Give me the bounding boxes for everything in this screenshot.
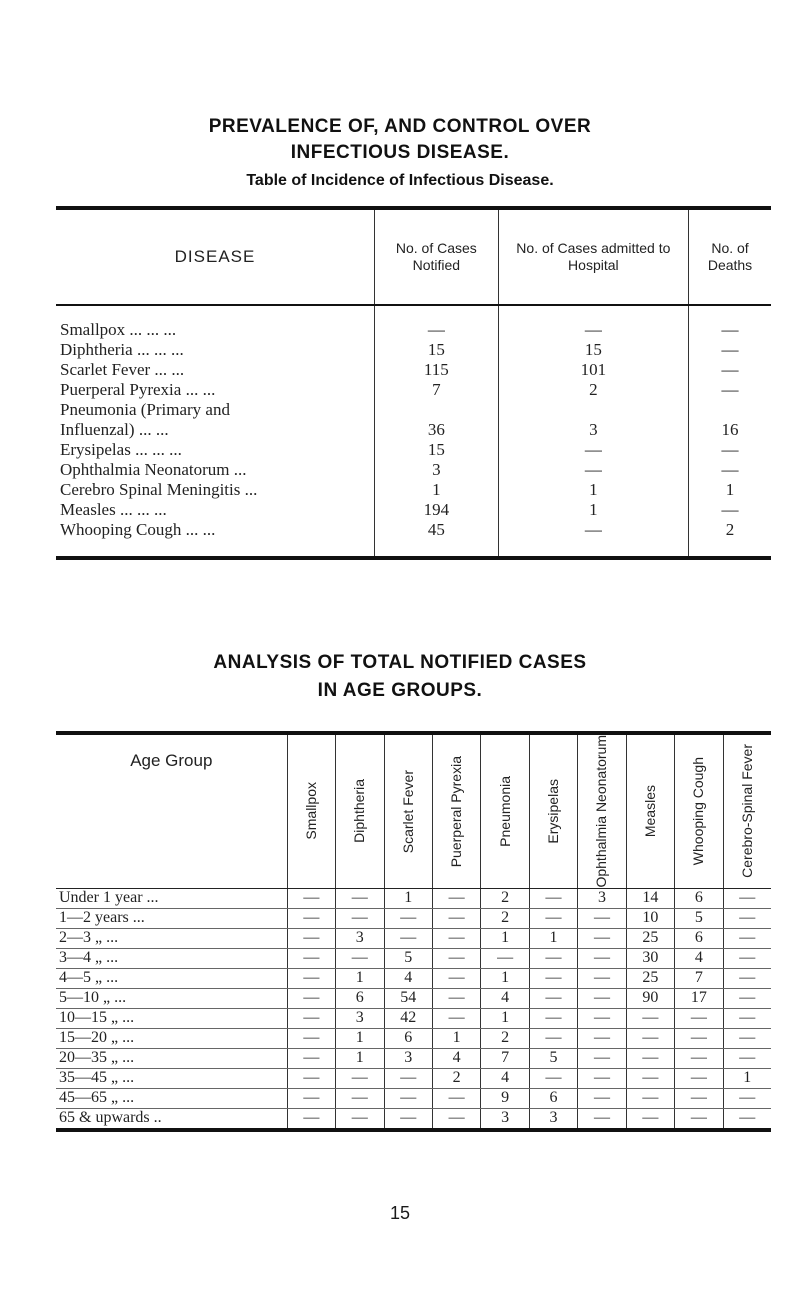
age-group-label: 45—65 „ ... [56,1088,287,1108]
cell-hospital: 1 [498,500,688,520]
age-group-cell: — [578,1068,626,1088]
age-group-cell: — [432,968,480,988]
age-group-cell: 3 [529,1108,577,1130]
age-group-cell: — [578,948,626,968]
age-group-cell: 1 [384,888,432,908]
age-group-cell: — [287,988,335,1008]
age-group-cell: — [723,948,771,968]
table-row [56,480,771,500]
age-group-cell: — [675,1008,723,1028]
age-group-cell: 30 [626,948,674,968]
age-group-cell: — [723,928,771,948]
cell-hospital: — [498,520,688,558]
heading-line-1: PREVALENCE OF, AND CONTROL OVER [208,116,592,137]
age-group-cell: — [287,1088,335,1108]
incidence-header-2: No. of Cases admitted to Hospital [498,208,688,305]
age-group-label: 2—3 „ ... [56,928,287,948]
age-group-cell: 17 [675,988,723,1008]
age-column-header-label: Measles [641,785,658,838]
cell-hospital: 15 [498,340,688,360]
age-group-cell: — [336,1088,384,1108]
age-group-cell: — [432,888,480,908]
cell-disease: Scarlet Fever ... ... [60,360,185,379]
incidence-header-0: DISEASE [56,208,375,305]
age-group-cell: — [529,908,577,928]
age-column-header-label: Ophthalmia Neonatorum [593,735,610,888]
age-group-cell: 6 [384,1028,432,1048]
cell-deaths: — [689,440,771,460]
age-group-label: 5—10 „ ... [56,988,287,1008]
age-group-cell: — [675,1068,723,1088]
age-group-label: 1—2 years ... [56,908,287,928]
cell-notified: 15 [375,440,499,460]
age-group-cell: 4 [384,968,432,988]
age-group-cell: — [384,1108,432,1130]
age-group-cell: — [336,1108,384,1130]
table-row [56,400,771,420]
age-group-cell: — [626,1048,674,1068]
age-group-cell: — [432,988,480,1008]
age-group-cell: — [723,988,771,1008]
cell-disease: Smallpox ... ... ... [60,320,177,339]
cell-notified: 36 [375,420,499,440]
age-group-cell: — [529,1068,577,1088]
age-group-cell: 4 [481,1068,529,1088]
age-group-cell: 3 [336,928,384,948]
table-row [56,500,771,520]
age-group-label: 3—4 „ ... [56,948,287,968]
table-row [56,988,771,1008]
incidence-table [56,206,771,560]
cell-disease: Diphtheria ... ... ... [60,340,184,359]
age-group-cell: 9 [481,1088,529,1108]
age-group-cell: 6 [675,928,723,948]
table-row [56,928,771,948]
cell-hospital [498,400,688,420]
cell-deaths: — [689,460,771,480]
age-group-cell: — [578,1108,626,1130]
age-group-cell: — [723,1088,771,1108]
age-group-cell: — [384,1088,432,1108]
age-column-header [432,733,480,888]
age-group-cell: — [723,1028,771,1048]
age-group-cell: — [287,888,335,908]
age-column-header-label: Smallpox [302,782,319,841]
age-group-label: 10—15 „ ... [56,1008,287,1028]
age-group-cell: 2 [432,1068,480,1088]
cell-notified: 7 [375,380,499,400]
age-group-cell: — [432,1008,480,1028]
table-row [56,1108,771,1130]
table-row [56,908,771,928]
age-group-cell: — [287,1068,335,1088]
cell-deaths: — [689,305,771,340]
cell-hospital: — [498,440,688,460]
age-group-cell: 90 [626,988,674,1008]
age-group-cell: 3 [481,1108,529,1130]
age-group-cell: — [529,968,577,988]
age-group-cell: — [336,948,384,968]
age-column-header-label: Erysipelas [545,778,562,844]
age-group-cell: — [287,1008,335,1028]
age-group-cell: — [723,1108,771,1130]
age-group-cell: — [578,1048,626,1068]
age-column-header-label: Whooping Cough [690,757,707,866]
age-group-cell: 1 [432,1028,480,1048]
age-group-cell: 1 [336,1028,384,1048]
cell-notified: 1 [375,480,499,500]
age-group-cell: 2 [481,908,529,928]
table-row [56,420,771,440]
cell-deaths: — [689,340,771,360]
age-group-cell: — [675,1028,723,1048]
cell-notified: 194 [375,500,499,520]
table-row [56,380,771,400]
cell-deaths: 16 [689,420,771,440]
age-group-cell: — [529,888,577,908]
age-group-cell: — [626,1028,674,1048]
age-column-header [384,733,432,888]
age-group-cell: — [578,928,626,948]
age-group-label: 65 & upwards .. [56,1108,287,1130]
age-group-cell: 1 [481,968,529,988]
age-column-header-label: Puerperal Pyrexia [448,755,465,867]
age-group-cell: — [336,1068,384,1088]
age-group-cell: 1 [723,1068,771,1088]
cell-deaths: 2 [689,520,771,558]
age-column-header [529,733,577,888]
age-group-cell: — [287,908,335,928]
age-group-cell: 42 [384,1008,432,1028]
cell-disease: Erysipelas ... ... ... [60,440,182,459]
analysis-title-line-1: ANALYSIS OF TOTAL NOTIFIED CASES [213,652,587,673]
table-row [56,305,771,340]
age-group-cell: — [529,1008,577,1028]
age-group-cell: — [626,1068,674,1088]
age-group-cell: — [432,908,480,928]
age-group-cell: — [384,928,432,948]
cell-hospital: — [498,460,688,480]
age-column-header [723,733,771,888]
table-row [56,1048,771,1068]
cell-disease: Pneumonia (Primary and [60,400,230,419]
age-group-cell: 6 [675,888,723,908]
table-row [56,1068,771,1088]
table-row [56,1008,771,1028]
age-group-cell: — [529,948,577,968]
age-group-cell: 5 [675,908,723,928]
age-group-cell: — [529,1028,577,1048]
age-group-cell: — [336,888,384,908]
cell-hospital: 1 [498,480,688,500]
cell-disease: Whooping Cough ... ... [60,520,216,539]
age-group-cell: 1 [336,968,384,988]
age-group-label: 4—5 „ ... [56,968,287,988]
age-column-header [481,733,529,888]
age-group-cell: 4 [675,948,723,968]
age-group-cell: — [723,908,771,928]
age-group-cell: — [578,988,626,1008]
age-group-table-header [56,733,771,888]
age-group-cell: — [287,1048,335,1068]
table-row [56,1028,771,1048]
age-group-cell: — [384,1068,432,1088]
age-column-header [675,733,723,888]
age-group-cell: — [626,1088,674,1108]
age-group-cell: — [675,1088,723,1108]
age-column-header-label: Pneumonia [496,775,513,847]
age-group-cell: 5 [384,948,432,968]
age-group-cell: — [432,1108,480,1130]
age-group-header: Age Group [56,733,287,888]
age-group-cell: 1 [481,928,529,948]
cell-notified: 45 [375,520,499,558]
age-group-cell: — [287,968,335,988]
incidence-table-header [56,208,771,305]
heading-line-2: INFECTIOUS DISEASE. [290,142,510,163]
cell-disease: Ophthalmia Neonatorum ... [60,460,247,479]
age-group-cell: 1 [529,928,577,948]
age-group-label: 15—20 „ ... [56,1028,287,1048]
age-group-cell: — [432,1088,480,1108]
age-column-header-label: Scarlet Fever [399,769,416,853]
cell-disease: Cerebro Spinal Meningitis ... [60,480,258,499]
age-group-cell: — [287,1028,335,1048]
age-column-header-label: Diphtheria [351,779,368,844]
age-column-header [626,733,674,888]
table-row [56,888,771,908]
cell-disease: Influenzal) ... ... [60,420,169,439]
cell-notified: 15 [375,340,499,360]
age-column-header [336,733,384,888]
page-number: 15 [389,1203,411,1223]
age-group-cell: — [578,1008,626,1028]
age-group-cell: — [723,968,771,988]
cell-notified: 115 [375,360,499,380]
table-row [56,968,771,988]
age-group-cell: — [529,988,577,1008]
age-group-cell: 25 [626,928,674,948]
age-group-cell: 25 [626,968,674,988]
age-group-cell: — [578,968,626,988]
age-group-cell: 10 [626,908,674,928]
incidence-header-1: No. of Cases Notified [375,208,499,305]
table-row [56,520,771,558]
age-group-cell: — [481,948,529,968]
table-row [56,460,771,480]
cell-notified: 3 [375,460,499,480]
cell-deaths [689,400,771,420]
table-row [56,1088,771,1108]
cell-deaths: — [689,500,771,520]
cell-hospital: — [498,305,688,340]
incidence-header-3: No. of Deaths [689,208,771,305]
age-group-cell: — [723,1008,771,1028]
age-group-cell: — [626,1108,674,1130]
age-group-cell: — [336,908,384,928]
cell-deaths: 1 [689,480,771,500]
age-group-cell: — [287,948,335,968]
age-group-cell: 4 [481,988,529,1008]
cell-notified: — [375,305,499,340]
age-group-cell: 14 [626,888,674,908]
age-group-cell: — [578,1088,626,1108]
age-group-label: 20—35 „ ... [56,1048,287,1068]
age-group-cell: 5 [529,1048,577,1068]
analysis-title-line-2: IN AGE GROUPS. [317,680,483,701]
age-group-cell: 4 [432,1048,480,1068]
cell-disease: Puerperal Pyrexia ... ... [60,380,216,399]
table-row [56,360,771,380]
age-group-cell: — [723,888,771,908]
age-group-cell: 3 [384,1048,432,1068]
age-group-cell: — [626,1008,674,1028]
age-group-cell: — [578,908,626,928]
age-group-cell: 1 [481,1008,529,1028]
age-group-cell: — [432,928,480,948]
age-group-cell: — [287,928,335,948]
age-group-cell: 7 [675,968,723,988]
age-group-label: 35—45 „ ... [56,1068,287,1088]
age-group-cell: 6 [336,988,384,1008]
age-group-cell: 2 [481,888,529,908]
table-row [56,440,771,460]
age-group-cell: — [432,948,480,968]
cell-hospital: 101 [498,360,688,380]
cell-deaths: — [689,380,771,400]
cell-hospital: 3 [498,420,688,440]
age-group-label: Under 1 year ... [56,888,287,908]
age-column-header [578,733,626,888]
incidence-table-title: Table of Incidence of Infectious Disease. [246,172,554,189]
age-group-cell: — [287,1108,335,1130]
cell-notified [375,400,499,420]
age-group-cell: 54 [384,988,432,1008]
table-row [56,340,771,360]
age-group-cell: — [675,1108,723,1130]
cell-deaths: — [689,360,771,380]
age-group-cell: 7 [481,1048,529,1068]
age-group-cell: — [675,1048,723,1068]
cell-hospital: 2 [498,380,688,400]
age-group-cell: — [384,908,432,928]
age-group-cell: — [578,1028,626,1048]
age-group-cell: 3 [336,1008,384,1028]
age-group-cell: — [723,1048,771,1068]
age-group-cell: 2 [481,1028,529,1048]
age-group-table [56,731,771,1132]
age-group-cell: 6 [529,1088,577,1108]
cell-disease: Measles ... ... ... [60,500,167,519]
age-column-header-label: Cerebro-Spinal Fever [738,744,755,879]
age-group-cell: 1 [336,1048,384,1068]
age-column-header [287,733,335,888]
age-group-cell: 3 [578,888,626,908]
table-row [56,948,771,968]
